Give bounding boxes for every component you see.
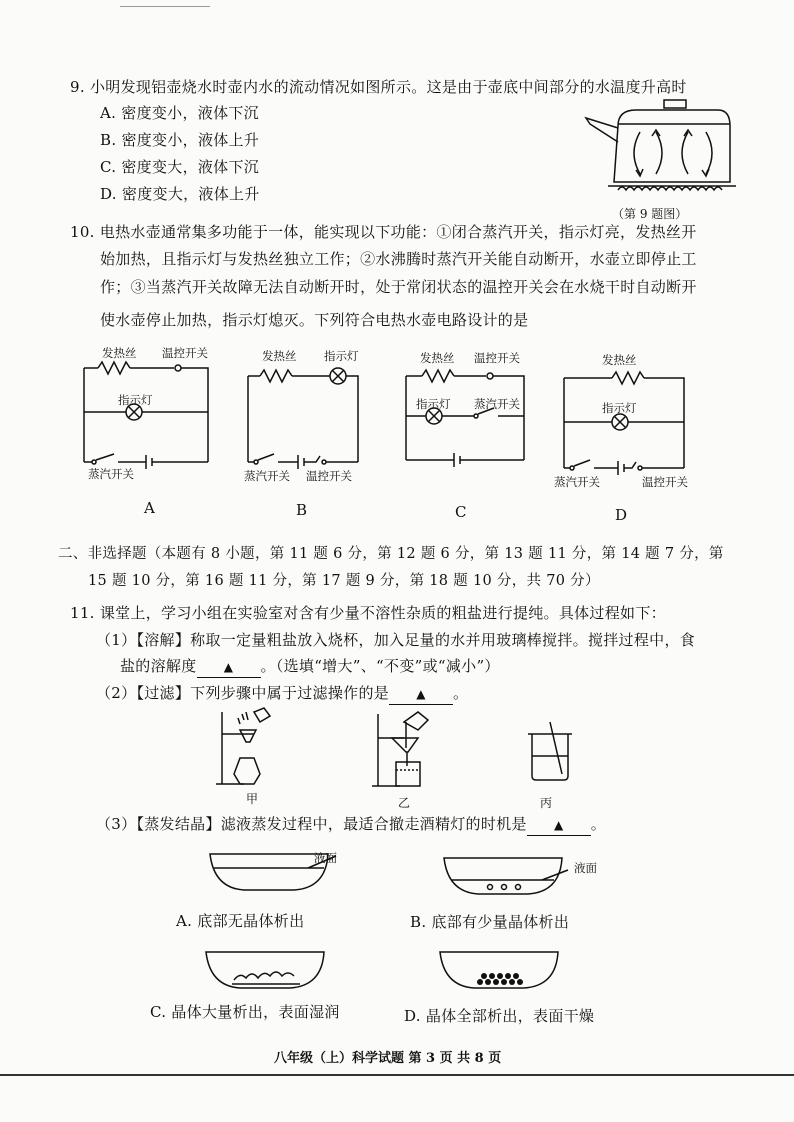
q11-part2-answer-blank[interactable]: [389, 683, 453, 705]
answer-triangle-icon: ▲: [223, 660, 234, 674]
q10-line-3: 作；③当蒸汽开关故障无法自动断开时，处于常闭状态的温控开关会在水烧干时自动断开: [100, 278, 697, 296]
lab-figure-jia: [214, 708, 284, 788]
circuit-c-heater-label: 发热丝: [420, 351, 455, 365]
q9-option-c: C. 密度变大，液体下沉: [100, 158, 260, 176]
q10-line-4: 使水壶停止加热，指示灯熄灭。下列符合电热水壶电路设计的是: [100, 311, 529, 329]
kettle-figure: [578, 98, 738, 198]
q11-part2-text-pre: （2）【过滤】下列步骤中属于过滤操作的是: [96, 684, 390, 702]
top-scan-line: [120, 6, 210, 7]
answer-triangle-icon: ▲: [416, 687, 426, 701]
q9-figure-caption: （第 9 题图）: [612, 207, 688, 221]
lab-figure-bing: [524, 718, 584, 788]
q11-part1-text-post: 。（选填“增大”、“不变”或“减小”）: [260, 657, 500, 675]
section2-heading-line1: 二、非选择题（本题有 8 小题，第 11 题 6 分，第 12 题 6 分，第 13 题 11 分，第 14 题 7 分，第: [58, 546, 724, 562]
circuit-option-b: B: [296, 501, 308, 519]
circuit-option-a: A: [144, 499, 156, 517]
dish-b-liquid-label: 液面: [574, 861, 597, 875]
circuit-b-heater-label: 发热丝: [262, 349, 297, 363]
q11-part1-text-pre: 盐的溶解度: [120, 657, 197, 675]
circuit-c-indicator-label: 指示灯: [416, 397, 451, 411]
circuit-option-c: C: [455, 503, 467, 521]
lab-label-bing: 丙: [540, 796, 553, 810]
q11-part2-line: [96, 683, 468, 705]
circuit-a-indicator-label: 指示灯: [118, 393, 153, 407]
circuit-d-indicator-label: 指示灯: [602, 401, 637, 415]
dish-c-figure: [204, 946, 334, 996]
lab-figure-yi: [370, 708, 440, 788]
section2-heading-line2: 15 题 10 分，第 16 题 11 分，第 17 题 9 分，第 18 题 10 分，共 70 分）: [88, 573, 600, 589]
circuit-a-heater-label: 发热丝: [102, 346, 137, 360]
q11-stem: 11. 课堂上，学习小组在实验室对含有少量不溶性杂质的粗盐进行提纯。具体过程如下：: [70, 604, 666, 622]
q11-part1-answer-blank[interactable]: [197, 656, 261, 678]
q9-option-a: A. 密度变小，液体下沉: [100, 104, 259, 122]
q11-part3-text-pre: （3）【蒸发结晶】滤液蒸发过程中，最适合撤走酒精灯的时机是: [96, 815, 527, 833]
q11-part3-text-post: 。: [590, 815, 607, 833]
circuit-b-diagram: [246, 352, 366, 462]
q11-part2-text-post: 。: [453, 684, 469, 702]
dish-option-d: D. 晶体全部析出，表面干燥: [404, 1007, 595, 1025]
bottom-scan-line: [0, 1074, 794, 1076]
page-footer: 八年级（上）科学试题 第 3 页 共 8 页: [274, 1051, 502, 1066]
dish-option-c: C. 晶体大量析出，表面湿润: [150, 1003, 340, 1021]
q11-part1-line1: （1）【溶解】称取一定量粗盐放入烧杯，加入足量的水并用玻璃棒搅拌。搅拌过程中，食: [96, 631, 696, 649]
circuit-c-thermo-label: 温控开关: [474, 351, 520, 365]
q11-part1-line2: [120, 656, 500, 678]
circuit-b-thermo-label: 温控开关: [306, 469, 352, 483]
circuit-d-thermo-label: 温控开关: [642, 475, 688, 489]
circuit-b-indicator-label: 指示灯: [324, 349, 359, 363]
circuit-c-steam-label: 蒸汽开关: [474, 397, 520, 411]
dish-option-a: A. 底部无晶体析出: [176, 912, 305, 930]
lab-label-yi: 乙: [398, 796, 411, 810]
dish-a-liquid-label: 液面: [314, 851, 337, 865]
q9-stem: 9. 小明发现铝壶烧水时壶内水的流动情况如图所示。这是由于壶底中间部分的水温度升高时: [70, 78, 687, 96]
dish-d-figure: [438, 946, 568, 996]
circuit-d-steam-label: 蒸汽开关: [554, 475, 600, 489]
answer-triangle-icon: ▲: [553, 818, 564, 832]
lab-label-jia: 甲: [246, 792, 259, 806]
q9-option-d: D. 密度变大，液体上升: [100, 185, 260, 203]
circuit-d-heater-label: 发热丝: [602, 353, 637, 367]
dish-b-figure: [442, 852, 572, 902]
circuit-b-steam-label: 蒸汽开关: [244, 469, 290, 483]
circuit-option-d: D: [615, 506, 628, 524]
dish-option-b: B. 底部有少量晶体析出: [410, 913, 570, 931]
q10-line-1: 10. 电热水壶通常集多功能于一体，能实现以下功能：①闭合蒸汽开关，指示灯亮，发热丝开: [70, 223, 697, 241]
circuit-a-thermo-label: 温控开关: [162, 346, 208, 360]
circuit-a-steam-label: 蒸汽开关: [88, 467, 134, 481]
q11-part3-line: [96, 814, 606, 836]
q11-part3-answer-blank[interactable]: [527, 814, 591, 836]
q10-line-2: 始加热，且指示灯与发热丝独立工作；②水沸腾时蒸汽开关能自动断开，水壶立即停止工: [100, 250, 697, 268]
q9-option-b: B. 密度变小，液体上升: [100, 131, 260, 149]
